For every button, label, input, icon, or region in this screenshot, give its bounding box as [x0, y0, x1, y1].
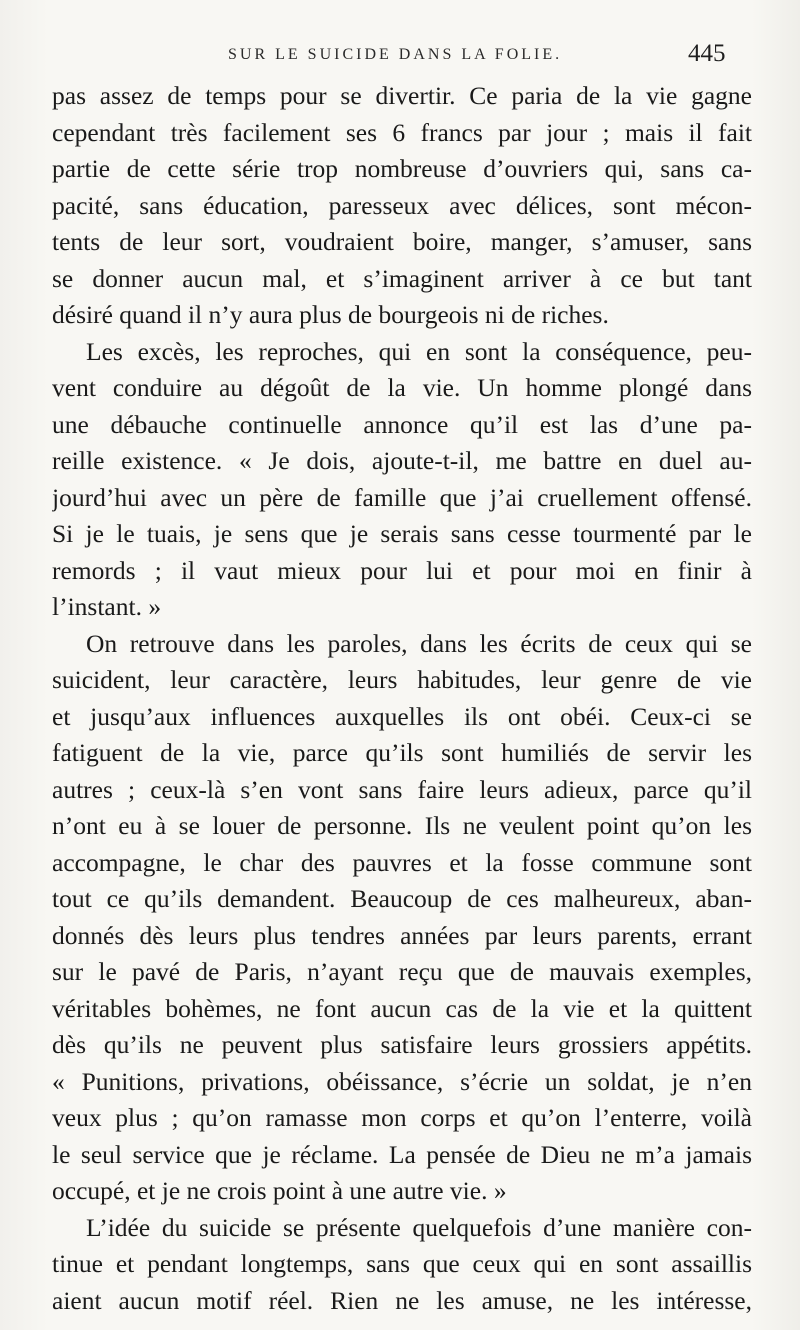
text-line: autres ; ceux-là s’en vont sans faire leurs adieux, parce qu’il: [52, 774, 752, 804]
text-line: veux plus ; qu’on ramasse mon corps et qu’on l’enterre, voilà: [52, 1103, 752, 1132]
text-line: fatiguent de la vie, parce qu’ils sont humiliés de servir les: [52, 738, 752, 767]
running-title: SUR LE SUICIDE DANS LA FOLIE.: [228, 46, 563, 63]
text-line: et jusqu’aux influences auxquelles ils ont obéi. Ceux-ci se: [52, 701, 752, 731]
text-line: On retrouve dans les paroles, dans les écrits de ceux qui se: [86, 628, 752, 658]
text-line: tents de leur sort, voudraient boire, manger, s’amuser, sans: [52, 227, 752, 256]
text-line: remords ; il vaut mieux pour lui et pour moi en finir à: [52, 555, 752, 585]
body-text: [52, 78, 752, 1319]
text-line: « Punitions, privations, obéissance, s’écrie un soldat, je n’en: [52, 1066, 752, 1096]
text-line: se donner aucun mal, et s’imaginent arriver à ce but tant: [52, 263, 752, 293]
page-number: 445: [688, 40, 726, 67]
text-line: sur le pavé de Paris, n’ayant reçu que de mauvais exemples,: [52, 957, 752, 986]
text-line: cependant très facilement ses 6 francs par jour ; mais il fait: [52, 117, 752, 147]
text-line: accompagne, le char des pauvres et la fosse commune sont: [52, 847, 752, 877]
text-line: pacité, sans éducation, paresseux avec délices, sont mécon-: [52, 190, 752, 220]
text-line: jourd’hui avec un père de famille que j’ai cruellement offensé.: [52, 482, 752, 512]
text-line: reille existence. « Je dois, ajoute-t-il, me battre en duel au-: [52, 446, 752, 475]
text-line: Les excès, les reproches, qui en sont la conséquence, peu-: [86, 336, 752, 366]
text-line: L’idée du suicide se présente quelquefois d’une manière con-: [86, 1212, 752, 1242]
text-line: donnés dès leurs plus tendres années par leurs parents, errant: [52, 920, 752, 950]
paragraph: [52, 78, 752, 334]
text-line: occupé, et je ne crois point à une autre vie. »: [52, 1176, 507, 1205]
text-line: partie de cette série trop nombreuse d’ouvriers qui, sans ca-: [52, 154, 752, 183]
text-line: tout ce qu’ils demandent. Beaucoup de ces malheureux, aban-: [52, 884, 752, 913]
text-line: véritables bohèmes, ne font aucun cas de la vie et la quittent: [52, 993, 752, 1023]
running-head: [0, 38, 800, 72]
text-line: le seul service que je réclame. La pensée de Dieu ne m’a jamais: [52, 1139, 752, 1169]
text-line: l’instant. »: [52, 592, 162, 621]
text-line: n’ont eu à se louer de personne. Ils ne veulent point qu’on les: [52, 811, 752, 840]
paragraph: [52, 334, 752, 626]
text-line: vent conduire au dégoût de la vie. Un homme plongé dans: [52, 373, 752, 402]
text-line: désiré quand il n’y aura plus de bourgeois ni de riches.: [52, 300, 609, 329]
text-line: aient aucun motif réel. Rien ne les amuse, ne les intéresse,: [52, 1285, 752, 1315]
text-line: une débauche continuelle annonce qu’il est las d’une pa-: [52, 409, 752, 439]
text-line: suicident, leur caractère, leurs habitudes, leur genre de vie: [52, 665, 752, 694]
text-line: dès qu’ils ne peuvent plus satisfaire leurs grossiers appétits.: [52, 1030, 752, 1059]
text-line: pas assez de temps pour se divertir. Ce paria de la vie gagne: [52, 81, 752, 110]
text-line: tinue et pendant longtemps, sans que ceux qui en sont assaillis: [52, 1249, 752, 1278]
text-line: Si je le tuais, je sens que je serais sans cesse tourmenté par le: [52, 519, 752, 548]
paragraph: [52, 1210, 752, 1320]
paragraph: [52, 626, 752, 1210]
